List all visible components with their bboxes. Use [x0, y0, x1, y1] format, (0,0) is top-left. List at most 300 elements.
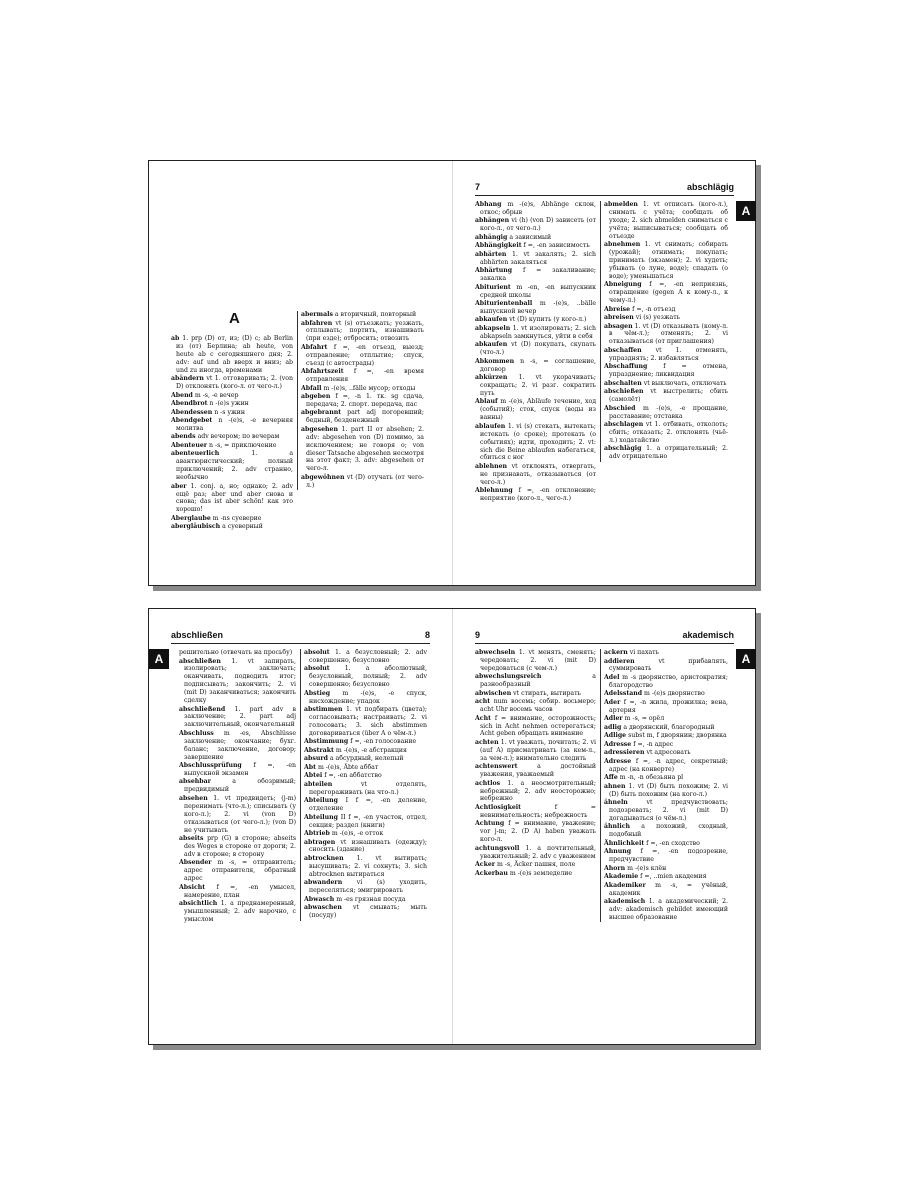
- dictionary-entry: [475, 715, 596, 739]
- entry-definition: f =, -en неприязнь, отвращение (gegen A к кому-л., к чему-л.): [609, 281, 728, 305]
- dictionary-entry: [179, 900, 296, 924]
- entry-definition: m -es, Abschlüsse заключение; окончание; бухг. баланс; заключение, договор; завершение: [184, 729, 296, 761]
- dictionary-entry: [304, 904, 427, 920]
- headword: abkapseln: [475, 324, 511, 332]
- dictionary-entry: [179, 649, 296, 657]
- headword: abhärten: [475, 250, 507, 258]
- dictionary-entry: [475, 325, 596, 341]
- headword: abergläubisch: [171, 523, 221, 531]
- entry-definition: n -s, = соглашение, договор: [480, 357, 596, 373]
- entry-definition: a вторичный, повторный: [334, 311, 417, 318]
- thumb-index-tab: A: [149, 649, 169, 669]
- headword: absehbar: [179, 778, 211, 786]
- entry-definition: m -(e)s, Abläufe течение, ход (событий); сток, спуск (воды из ванны): [480, 398, 596, 422]
- dictionary-entry: [604, 201, 728, 241]
- dictionary-entry: [179, 730, 296, 762]
- headword: abhängig: [475, 233, 508, 241]
- headword: abmelden: [604, 201, 638, 208]
- entry-definition: a обозримый; предвидимый: [184, 778, 296, 794]
- entry-definition: f =, -en время отправления: [306, 368, 424, 384]
- dictionary-entry: [171, 335, 293, 375]
- headword: aber: [171, 482, 187, 490]
- entry-definition: m -ns суеверие: [212, 514, 262, 522]
- headword: abkaufen: [475, 316, 508, 324]
- dictionary-entry: [604, 323, 728, 347]
- thumb-index-tab: A: [736, 201, 756, 221]
- entry-definition: a разнообразный: [480, 673, 596, 689]
- spread-top: [148, 160, 756, 586]
- headword: abtrocknen: [304, 854, 344, 862]
- entry-definition: 1. vt укорачивать; сокращать; 2. vi разг. сократить путь: [480, 374, 596, 397]
- entry-definition: 1. a неосмотрительный; небрежный; 2. adv неосторожно; небрежно: [480, 779, 596, 803]
- headword: Abkommen: [475, 357, 515, 365]
- dictionary-entry: [304, 781, 427, 797]
- dictionary-entry: [604, 241, 728, 281]
- headword: Achtlosigkeit: [475, 803, 521, 811]
- headword: Ablauf: [475, 398, 498, 406]
- entry-definition: vt 1. отговаривать; 2. (von D) отклонять (кого-л. от чего-л.): [176, 375, 293, 391]
- dictionary-entry: [604, 658, 728, 674]
- entry-definition: a зависимый: [509, 233, 552, 241]
- headword: Abschlussprüfung: [179, 762, 242, 770]
- headword: Absender: [179, 859, 212, 867]
- dictionary-entry: [475, 649, 596, 673]
- entry-definition: 1. prp (D) от, из; (D) с; ab Berlin из (от) Берлина; ab heute, von heute ab с сегодняшнего дня; 2. adv: auf und ab вверх и вниз; ab und zu иногда, временами: [176, 335, 293, 374]
- entry-definition: f = внимание, осторожность; sich in Acht nehmen остерегаться; Acht geben обращать внимание: [480, 714, 596, 738]
- entry-definition: 1. vi (s) стекать, вытекать; истекать (о сроке); протекать (о событиях); идти, проходить; 2. vt: sich die Beine ablaufen набегаться, сбиться с ног: [480, 422, 596, 462]
- dictionary-entry: [604, 699, 728, 715]
- entry-definition: 1. vt закалять; 2. sich abhärten закаляться: [480, 250, 596, 266]
- entry-definition: m -(e)s, -e спуск, нисхождение; упадок: [309, 689, 427, 705]
- headword: Abschied: [604, 404, 636, 412]
- entry-definition: 1. vt (D) быть похожим; 2. vi (D) быть похожим (на кого-л.): [609, 782, 728, 798]
- dictionary-entry: [475, 820, 596, 844]
- headword: Adler: [604, 715, 623, 723]
- headword: Ackerbau: [475, 869, 508, 877]
- entry-definition: m -en, -en выпускник средней школы: [480, 283, 596, 299]
- headword: abschlagen: [604, 421, 644, 428]
- entry-definition: m -n, -n обезьяна pl: [619, 774, 684, 782]
- page-right: [453, 609, 756, 1044]
- running-head: [171, 629, 430, 644]
- dictionary-entry: [475, 242, 596, 250]
- entry-definition: n -s ужин: [214, 408, 245, 416]
- entry-definition: f =, -n адрес, секретный; адрес (на конверте): [609, 757, 728, 773]
- headword: abwechseln: [475, 649, 516, 656]
- headword: absurd: [304, 755, 328, 763]
- entry-definition: vt прибавлять, суммировать: [609, 657, 728, 673]
- entry-definition: f =, -en аббатство: [324, 772, 382, 780]
- headword: Abstieg: [304, 689, 331, 697]
- entry-definition: m -(e)s, -e отток: [331, 830, 384, 838]
- headword: Abfall: [301, 384, 322, 392]
- entry-definition: vi (s) уходить, переселяться; эмигрировать: [309, 879, 427, 895]
- dictionary-entry: [304, 747, 427, 755]
- dictionary-entry: [475, 267, 596, 283]
- dictionary-entry: [171, 523, 293, 531]
- dictionary-entry: [604, 741, 728, 749]
- entry-definition: m -(e)s клён: [627, 864, 667, 872]
- dictionary-entry: [475, 698, 596, 714]
- page-left: [149, 609, 452, 1044]
- headword: abgesehen: [301, 425, 338, 433]
- entry-definition: m -(e)s, Abhänge склон, откос; обрыв: [480, 201, 596, 216]
- dictionary-entry: [475, 861, 596, 869]
- dictionary-entry: [304, 755, 427, 763]
- dictionary-entry: [475, 374, 596, 398]
- headword: acht: [475, 698, 491, 706]
- headword: abschließend: [179, 705, 226, 713]
- entry-definition: vt 1. отбивать, отколоть; сбить; отказать; 2. отклонять (чьё-л.) ходатайство: [609, 421, 728, 444]
- entry-definition: vt 1. отменять, упразднять; 2. избавляться: [609, 346, 728, 362]
- headword: Abneigung: [604, 281, 642, 289]
- dictionary-entry: [475, 845, 596, 861]
- dictionary-entry: [304, 879, 427, 895]
- dictionary-entry: [604, 783, 728, 799]
- entry-definition: f =, -en зависимость: [523, 242, 590, 250]
- entry-definition: vt (D) покупать, скупать (что-л.): [480, 341, 596, 357]
- headword: Adresse: [604, 757, 632, 765]
- entry-definition: m -s, = орёл: [624, 715, 665, 723]
- dictionary-entry: [304, 814, 427, 830]
- dictionary-entry: [304, 706, 427, 738]
- dictionary-entry: [604, 774, 728, 782]
- headword: ab: [171, 335, 180, 342]
- dictionary-entry: [604, 314, 728, 322]
- dictionary-entry: [304, 665, 427, 689]
- dictionary-entry: [171, 375, 293, 391]
- entry-definition: m -(e)s земледелие: [509, 869, 573, 877]
- dictionary-entry: [604, 840, 728, 848]
- headword: Abiturient: [475, 283, 511, 291]
- headword: abfahren: [301, 319, 333, 327]
- entry-definition: m -es грязная посуда: [336, 895, 406, 903]
- entry-definition: f =, -en выпускной экзамен: [184, 762, 296, 777]
- entry-definition: vt стирать, вытирать: [513, 689, 581, 697]
- headword: abkürzen: [475, 374, 508, 382]
- entry-definition: 1. vt вытирать; высушивать; 2. vi сохнуть; 3. sich abtrocknen вытираться: [309, 854, 427, 878]
- dictionary-entry: [604, 732, 728, 740]
- dictionary-entry: [604, 848, 728, 864]
- entry-definition: n -s, = приключение: [209, 441, 277, 449]
- entry-definition: m -s дворянство, аристократия; благородство: [609, 673, 728, 689]
- headword: abwandern: [304, 879, 343, 887]
- headword: ähnlich: [604, 823, 630, 831]
- entry-definition: 1. vt менять, сменять; чередовать; 2. vi (mit D) чередоваться (с чем-л.): [480, 649, 596, 672]
- entry-definition: m -s, = отправитель; адрес отправителя, обратный адрес: [184, 859, 296, 883]
- dictionary-entry: [604, 865, 728, 873]
- dictionary-entry: [475, 234, 596, 242]
- entry-definition: f =, ..mien академия: [640, 873, 707, 881]
- headword: abseits: [179, 835, 204, 842]
- headword: absehen: [179, 794, 208, 802]
- headword: abermals: [301, 311, 333, 318]
- entry-definition: 1. a академический; 2. adv: akademisch gebildet имеющий высшее образование: [609, 898, 728, 921]
- headword: abends: [171, 433, 196, 441]
- dictionary-entry: [304, 855, 427, 879]
- dictionary-entry: [171, 515, 293, 523]
- running-head: [475, 181, 734, 196]
- entry-definition: f =, -en голосование: [350, 738, 417, 746]
- dictionary-entry: [301, 385, 424, 393]
- headword: adressieren: [604, 749, 645, 757]
- dictionary-entry: [604, 898, 728, 922]
- entry-definition: prp (G) в стороне; abseits des Weges в стороне от дороги; 2. adv в стороне; в сторону: [184, 835, 296, 858]
- headword: Abstimmung: [304, 738, 349, 746]
- dictionary-entry: [301, 393, 424, 409]
- entry-column: [300, 649, 427, 921]
- dictionary-entry: [171, 409, 293, 417]
- entry-definition: a дворянский, благородный: [623, 723, 715, 731]
- entry-definition: vt выключать, отключать: [643, 379, 727, 387]
- dictionary-entry: [171, 392, 293, 400]
- dictionary-entry: [171, 417, 293, 433]
- entry-definition: 1. a безусловный; 2. adv совершенно, безусловно: [309, 649, 427, 664]
- entry-definition: vt отклонять, отвергать, не признавать, отказываться (от чего-л.): [480, 462, 596, 486]
- headword: Abwasch: [304, 895, 335, 903]
- entry-definition: 1. a почтительный, уважительный; 2. adv с уважением: [480, 844, 596, 860]
- dictionary-entry: [304, 797, 427, 813]
- entry-definition: vt адресовать: [646, 749, 691, 757]
- headword: Ähnlichkeit: [604, 839, 645, 847]
- dictionary-entry: [171, 483, 293, 515]
- entry-definition: f =, -n жила, прожилка; вена, артерия: [609, 698, 728, 714]
- headword: Abendbrot: [171, 400, 208, 408]
- dictionary-entry: [604, 690, 728, 698]
- entry-definition: vt (s) отъезжать; уезжать, отплывать; портить, изнашивать (при езде); отбросить; отвозить: [306, 319, 424, 343]
- dictionary-entry: [301, 311, 424, 319]
- entry-definition: f =, -en сходство: [646, 839, 700, 847]
- dictionary-entry: [171, 400, 293, 408]
- headword: achtenswert: [475, 763, 518, 771]
- headword: achtungsvoll: [475, 844, 520, 852]
- entry-definition: 1. vt изолировать; 2. sich abkapseln замкнуться, уйти в себя: [480, 324, 596, 340]
- entry-definition: 1. vt отписать (кого-л.), снимать с учёта; сообщать об уходе; 2. sich abmelden сниматься с учёта; выписываться; сообщать об отъезде: [609, 201, 728, 240]
- letter-heading: A: [229, 310, 240, 327]
- headword: Ablehnung: [475, 487, 513, 495]
- headword: Abhang: [475, 201, 502, 208]
- dictionary-entry: [604, 873, 728, 881]
- headword: Abend: [171, 391, 193, 399]
- headword: absolut: [304, 665, 330, 673]
- entry-definition: 1. vt подбирать (цвета); согласовывать; настраивать; 2. vi голосовать; 3. sich abstimmen договариваться (über A о чём-л.): [309, 706, 427, 737]
- headword: Abendgebet: [171, 417, 213, 425]
- entry-definition: f = невнимательность; небрежность: [480, 803, 596, 819]
- headword: Aberglaube: [171, 514, 211, 522]
- entry-definition: решительно (отвечать на просьбу): [179, 649, 293, 656]
- dictionary-entry: [301, 368, 424, 384]
- dictionary-entry: [604, 306, 728, 314]
- headword: abenteuerlich: [171, 450, 220, 458]
- entry-definition: 1. a абсолютный, безусловный, полный; 2. adv совершенно; безусловно: [309, 665, 427, 689]
- entry-definition: 1. a преднамеренный, умышленный; 2. adv нарочно, с умыслом: [184, 900, 296, 923]
- entry-definition: II f =, -en участок, отдел, секция; раздел (книги): [309, 813, 427, 829]
- headword: Abfahrt: [301, 343, 328, 351]
- entry-definition: f =, -en подозрение, предчувствие: [609, 848, 728, 864]
- entry-definition: vi пахать: [629, 649, 659, 656]
- headword: Abt: [304, 763, 316, 771]
- headword: Acht: [475, 714, 491, 722]
- entry-definition: vi (h) (von D) зависеть (от кого-л., от чего-л.): [480, 217, 596, 233]
- entry-definition: f =, -n отъезд: [632, 305, 676, 313]
- headword: abwaschen: [304, 904, 342, 912]
- dictionary-entry: [171, 442, 293, 450]
- entry-definition: num восемь; собир. восьмеро; acht Uhr восемь часов: [480, 698, 596, 714]
- entry-definition: m -(e)s, -e абстракция: [335, 746, 407, 754]
- dictionary-entry: [604, 882, 728, 898]
- dictionary-entry: [179, 778, 296, 794]
- headword: Abendessen: [171, 408, 213, 416]
- headword: absagen: [604, 322, 633, 330]
- headword: Abiturientenball: [475, 300, 533, 308]
- entry-definition: 1. vt (D) отказывать (кому-л. в чём-л.); отменять; 2. vi отказываться (от приглашения): [609, 322, 728, 346]
- entry-column: [171, 335, 293, 532]
- headword: Abschluss: [179, 729, 214, 737]
- entry-definition: f =, -n 1. тк. sg сдача, передача; 2. спорт. передача, пас: [306, 393, 424, 408]
- headword: addieren: [604, 657, 635, 665]
- entry-definition: 1. part adv в заключение; 2. part adj заключительный, окончательный: [184, 705, 296, 729]
- entry-definition: a абсурдный, нелепый: [329, 755, 404, 763]
- headword: abwischen: [475, 689, 512, 697]
- page-number: 9: [475, 630, 481, 640]
- entry-definition: f =, -en отъезд, выезд; отправление; отплытие; спуск, съезд (с автострады): [306, 343, 424, 367]
- headword: Abreise: [604, 305, 631, 313]
- entry-definition: f = отмена, упразднение; ликвидация: [609, 363, 728, 379]
- dictionary-entry: [179, 762, 296, 778]
- dictionary-entry: [301, 474, 424, 490]
- entry-definition: 1. part II от absehen; 2. adv: abgesehen von (D) помимо, за исключением; не говоря о; von dieser Tatsache abgesehen несмотря на этот факт; 3. adv: abgesehen от чего-л.: [306, 425, 424, 473]
- entry-definition: m -(e)s, Äbte аббат: [317, 763, 379, 771]
- entry-definition: vt изнашивать (одежду); сносить (здание): [309, 838, 427, 854]
- dictionary-entry: [304, 830, 427, 838]
- dictionary-entry: [475, 673, 596, 689]
- thumb-index-tab: A: [736, 649, 756, 669]
- headword: Abfahrtszeit: [301, 368, 344, 376]
- headword: abgeben: [301, 393, 331, 401]
- entry-definition: 1. a отрицательный; 2. adv отрицательно: [609, 445, 728, 461]
- headword: abtragen: [304, 838, 336, 846]
- page-number: 8: [424, 630, 430, 640]
- dictionary-entry: [475, 201, 596, 217]
- headword: ablaufen: [475, 422, 506, 430]
- entry-definition: 1. vt предвидеть; (j-m) перенимать (что-л.); списывать (у кого-л.); 2. vi (von D) отказываться (от чего-л.); (von D) не учитывать: [184, 794, 296, 834]
- dictionary-entry: [475, 804, 596, 820]
- dictionary-entry: [475, 284, 596, 300]
- headword: ackern: [604, 649, 628, 656]
- headword: Ahnung: [604, 848, 632, 856]
- entry-definition: n -(e)s ужин: [209, 400, 249, 408]
- headword: Absicht: [179, 883, 206, 891]
- entry-definition: f = закаливание; закалка: [480, 267, 596, 283]
- entry-definition: f =, -en отклонение; неприятие (кого-л., чего-л.): [480, 487, 596, 503]
- dictionary-entry: [604, 799, 728, 823]
- dictionary-entry: [475, 463, 596, 487]
- dictionary-entry: [475, 739, 596, 763]
- dictionary-entry: [604, 445, 728, 461]
- entry-definition: 1. a авантюристический; полный приключений; 2. adv странно, необычно: [176, 450, 293, 482]
- page-number: 7: [475, 182, 481, 192]
- dictionary-entry: [475, 690, 596, 698]
- entry-definition: vt предчувствовать; подозревать; 2. vi (mit D) догадываться (о чём-л.): [609, 799, 728, 822]
- entry-definition: adv вечером; по вечерам: [197, 433, 280, 441]
- headword: ahnen: [604, 782, 626, 790]
- dictionary-entry: [301, 409, 424, 425]
- entry-column: [475, 201, 596, 504]
- entry-definition: vt выстрелить; сбить (самолёт): [609, 388, 728, 404]
- dictionary-entry: [475, 217, 596, 233]
- entry-column: [297, 311, 424, 490]
- dictionary-entry: [475, 423, 596, 463]
- dictionary-entry: [171, 433, 293, 441]
- entry-definition: a похожий, сходный, подобный: [609, 823, 728, 839]
- entry-definition: f = внимание, уважение; vor j-m; 2. (D A) haben уважать кого-л.: [480, 820, 596, 844]
- entry-column: [600, 201, 728, 462]
- dictionary-entry: [179, 706, 296, 730]
- dictionary-entry: [304, 649, 427, 665]
- headword: absichtlich: [179, 900, 218, 908]
- entry-definition: m -s, -e вечер: [194, 391, 239, 399]
- headword: Adlige: [604, 732, 627, 740]
- dictionary-entry: [304, 738, 427, 746]
- headword: Ader: [604, 698, 621, 706]
- headword: Abstrakt: [304, 746, 334, 754]
- entry-definition: a достойный уважения, уважаемый: [480, 763, 596, 779]
- dictionary-entry: [475, 763, 596, 779]
- dictionary-entry: [179, 795, 296, 835]
- page-right: [453, 161, 756, 585]
- entry-definition: a суеверный: [222, 523, 263, 531]
- dictionary-entry: [179, 859, 296, 883]
- dictionary-entry: [304, 772, 427, 780]
- dictionary-entry: [475, 316, 596, 324]
- spread-bottom: [148, 608, 756, 1045]
- entry-definition: vt (D) купить (у кого-л.): [509, 316, 587, 324]
- dictionary-entry: [604, 724, 728, 732]
- headword: abgebrannt: [301, 409, 342, 417]
- dictionary-entry: [604, 388, 728, 404]
- headword: abändern: [171, 375, 204, 383]
- headword: Adel: [604, 673, 620, 681]
- running-head-word: abschlägig: [686, 182, 734, 192]
- dictionary-entry: [604, 380, 728, 388]
- headword: abschalten: [604, 379, 642, 387]
- headword: Abschaffung: [604, 363, 648, 371]
- headword: Abteilung: [304, 813, 338, 821]
- entry-column: [600, 649, 728, 922]
- entry-definition: vt смывать; мыть (посуду): [309, 904, 427, 920]
- headword: Achtung: [475, 820, 505, 828]
- page-left: [149, 161, 452, 585]
- dictionary-entry: [475, 487, 596, 503]
- dictionary-entry: [604, 405, 728, 421]
- entry-definition: vi (s) уезжать: [635, 314, 681, 322]
- dictionary-entry: [604, 281, 728, 305]
- entry-column: [179, 649, 296, 924]
- headword: abschließen: [179, 657, 221, 665]
- entry-definition: 1. vt снимать; собирать (урожай); отнимать; покупать; принимать (экзамен); 2. vi худеть; убывать (о луне, воде); спадать (о воде); уменьшаться: [609, 241, 728, 280]
- headword: achtlos: [475, 779, 501, 787]
- headword: akademisch: [604, 898, 646, 906]
- dictionary-entry: [475, 780, 596, 804]
- headword: Adresse: [604, 740, 632, 748]
- running-head-word: abschließen: [171, 630, 224, 640]
- dictionary-entry: [179, 658, 296, 705]
- headword: abreisen: [604, 314, 634, 322]
- running-head-word: akademisch: [682, 630, 734, 640]
- entry-definition: part adj погоревший; бедный, безденежный: [306, 409, 424, 425]
- headword: Abtrieb: [304, 830, 330, 838]
- headword: Akademie: [604, 873, 639, 881]
